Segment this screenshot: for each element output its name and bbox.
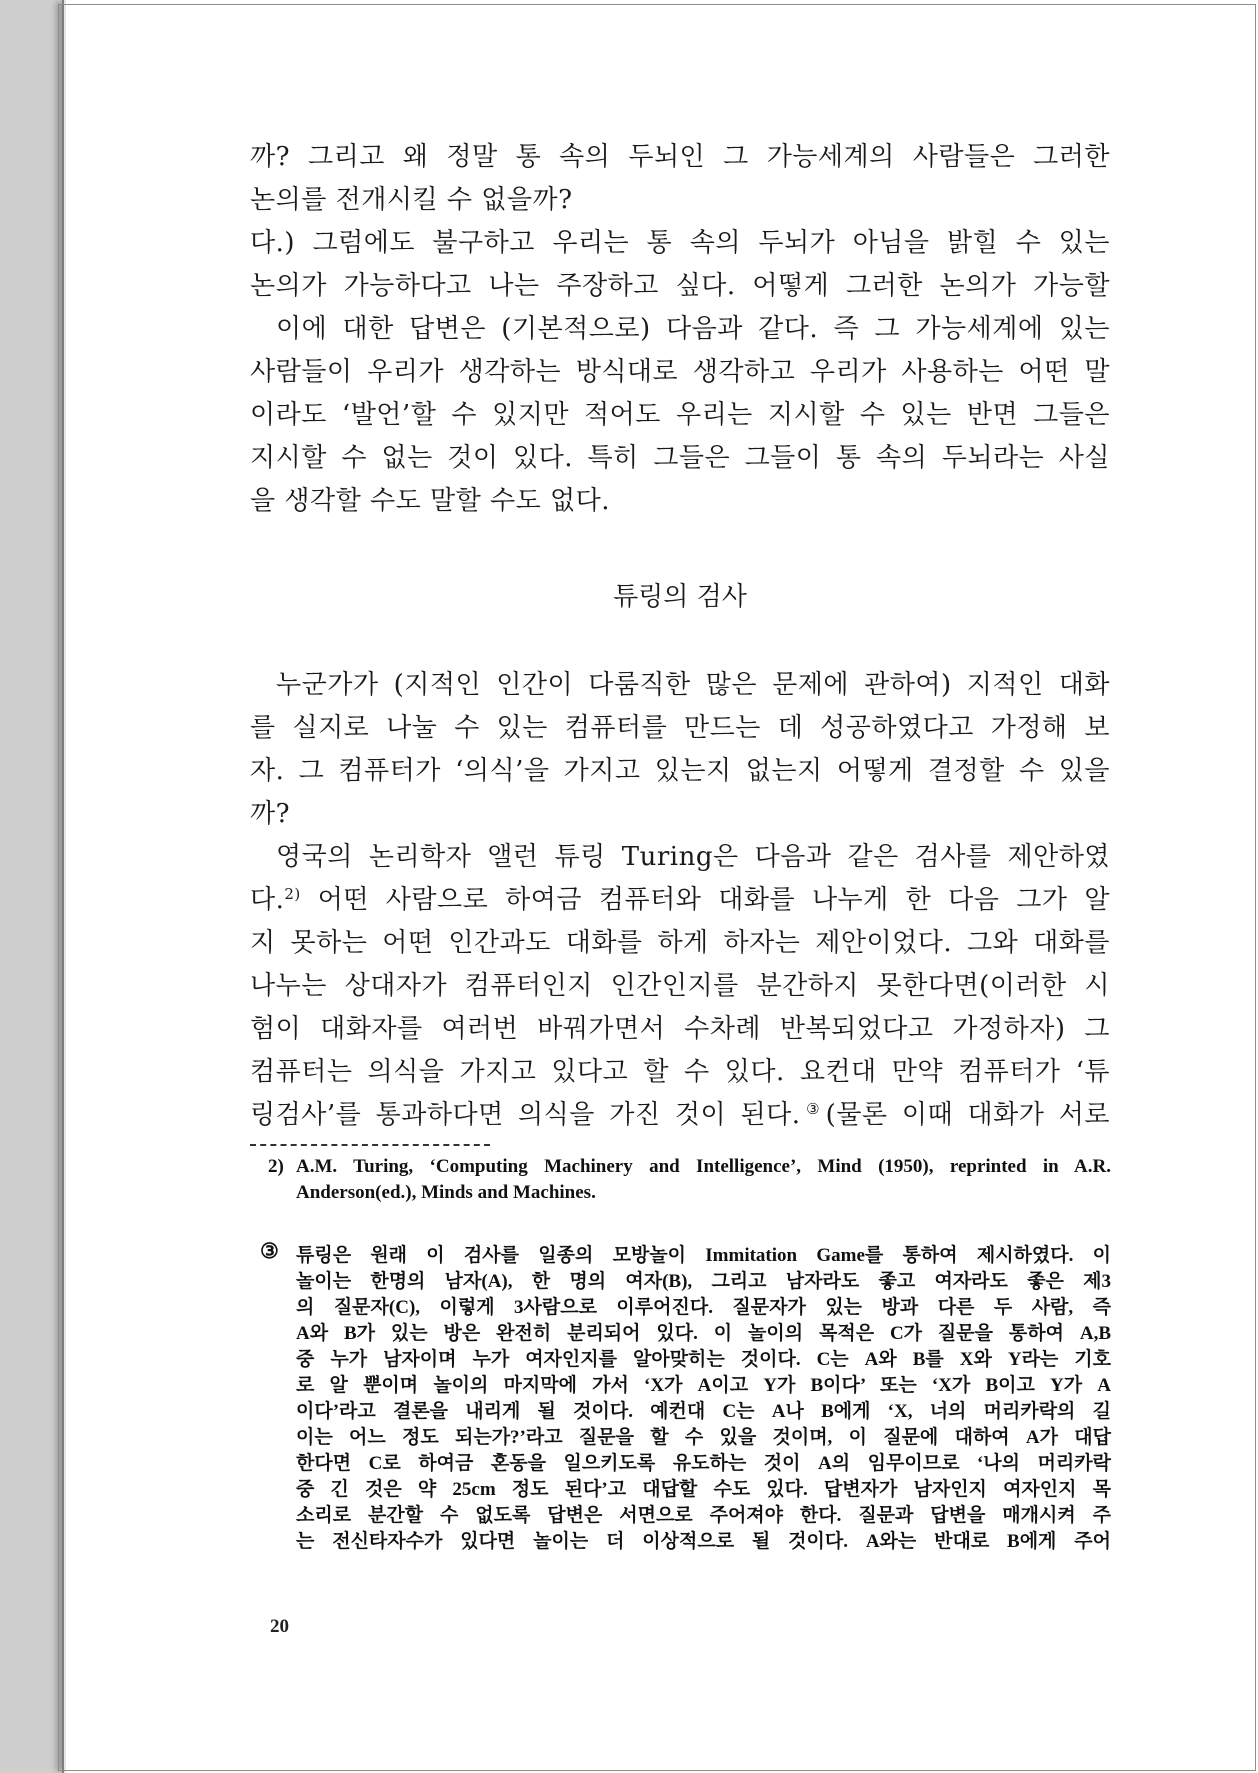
main-line-5: 영국의 논리학자 앨런 튜링 Turing은 다음과 같은 검사를 제안하였 [276, 842, 1110, 872]
body-line-2: 논의를 전개시킬 수 없을까? [250, 185, 573, 215]
line-prefix: 다. [250, 885, 285, 915]
footnote-3-line-7: 이다’라고 결론을 내리게 될 것이다. 예컨대 C는 A나 B에게 ‘X, 너의 머리카락의 길 [296, 1401, 1111, 1422]
main-line-6 [250, 879, 1110, 916]
body-line-7: 이라도 ‘발언’할 수 있지만 적어도 우리는 지시할 수 있는 반면 그들은 [250, 400, 1110, 430]
footnote-2-number: 2) [268, 1156, 284, 1177]
footnote-3-line-3: 의 질문자(C), 이렇게 3사람으로 이루어진다. 질문자가 있는 방과 다른 두 사람, 즉 [296, 1297, 1111, 1318]
body-line-3: 다.) 그럼에도 불구하고 우리는 통 속의 두뇌가 아님을 밝힐 수 있는 [250, 228, 1110, 258]
section-heading: 튜링의 검사 [613, 582, 747, 612]
body-line-9: 을 생각할 수도 말할 수도 없다. [250, 486, 610, 516]
main-line-1: 누군가가 (지적인 인간이 다룸직한 많은 문제에 관하여) 지적인 대화 [276, 670, 1110, 700]
main-line-8: 나누는 상대자가 컴퓨터인지 인간인지를 분간하지 못한다면(이러한 시 [250, 971, 1110, 1001]
main-line-4: 까? [250, 799, 291, 829]
main-line-7: 지 못하는 어떤 인간과도 대화를 하게 하자는 제안이었다. 그와 대화를 [250, 928, 1110, 958]
footnote-3-line-5: 중 누가 남자이며 누가 여자인지를 알아맞히는 것이다. C는 A와 B를 X와 Y라는 기호 [296, 1349, 1111, 1370]
body-line-5: 이에 대한 답변은 (기본적으로) 다음과 같다. 즉 그 가능세계에 있는 [276, 314, 1110, 344]
footnote-3-line-10: 중 긴 것은 약 25cm 정도 된다’고 대답할 수도 있다. 답변자가 남자인지 여자인지 목 [296, 1479, 1111, 1500]
footnote-3-marker: ③ [260, 1239, 279, 1263]
line-text: 링검사’를 통과하다면 의식을 가진 것이 된다. [250, 1100, 801, 1130]
footnote-3-line-9: 한다면 C로 하여금 혼동을 일으키도록 유도하는 것이 A의 임무이므로 ‘나의 머리카락 [296, 1453, 1111, 1474]
footnote-3-line-2: 놀이는 한명의 남자(A), 한 명의 여자(B), 그리고 남자라도 좋고 여자라도 좋은 제3 [296, 1271, 1111, 1292]
body-line-8: 지시할 수 없는 것이 있다. 특히 그들은 그들이 통 속의 두뇌라는 사실 [250, 443, 1110, 473]
line-rest: 어떤 사람으로 하여금 컴퓨터와 대화를 나누게 한 다음 그가 알 [317, 885, 1110, 915]
main-line-10: 컴퓨터는 의식을 가지고 있다고 할 수 있다. 요컨대 만약 컴퓨터가 ‘튜 [250, 1057, 1110, 1087]
footnote-ref-3[interactable]: ③ [800, 1100, 826, 1118]
footnote-3-line-12: 는 전신타자수가 있다면 놀이는 더 이상적으로 될 것이다. A와는 반대로 B에게 주어 [296, 1531, 1111, 1552]
footnote-3-line-1: 튜링은 원래 이 검사를 일종의 모방놀이 Immitation Game를 통하여 제시하였다. 이 [296, 1245, 1111, 1266]
footnote-3-line-8: 이는 어느 정도 되는가?’라고 질문을 할 수 있을 것이며, 이 질문에 대하여 A가 대답 [296, 1427, 1111, 1448]
main-line-11 [250, 1094, 1110, 1131]
footnote-3-line-11: 소리로 분간할 수 없도록 답변은 서면으로 주어져야 한다. 질문과 답변을 매개시켜 주 [296, 1505, 1111, 1526]
main-line-9: 험이 대화자를 여러번 바꿔가면서 수차례 반복되었다고 가정하자) 그 [250, 1014, 1110, 1044]
footnote-2-line-1: A.M. Turing, ‘Computing Machinery and Intelligence’, Mind (1950), reprinted in A.R. [296, 1156, 1111, 1177]
main-line-2: 를 실지로 나눌 수 있는 컴퓨터를 만드는 데 성공하였다고 가정해 보 [250, 713, 1110, 743]
line-tail: (물론 이때 대화가 서로 [825, 1100, 1110, 1130]
footnote-separator [250, 1144, 490, 1146]
page-number: 20 [270, 1616, 289, 1637]
body-line-4: 논의가 가능하다고 나는 주장하고 싶다. 어떻게 그러한 논의가 가능할 [250, 271, 1110, 301]
footnote-3-line-6: 로 알 뿐이며 놀이의 마지막에 가서 ‘X가 A이고 Y가 B이다’ 또는 ‘X가 B이고 Y가 A [296, 1375, 1111, 1396]
body-line-1: 까? 그리고 왜 정말 통 속의 두뇌인 그 가능세계의 사람들은 그러한 [250, 142, 1110, 172]
footnote-ref-2[interactable]: 2) [284, 885, 301, 903]
main-line-3: 자. 그 컴퓨터가 ‘의식’을 가지고 있는지 없는지 어떻게 결정할 수 있을 [250, 756, 1110, 786]
body-line-6: 사람들이 우리가 생각하는 방식대로 생각하고 우리가 사용하는 어떤 말 [250, 357, 1110, 387]
footnote-2-line-2: Anderson(ed.), Minds and Machines. [296, 1182, 596, 1203]
footnote-3-line-4: A와 B가 있는 방은 완전히 분리되어 있다. 이 놀이의 목적은 C가 질문을 통하여 A,B [296, 1323, 1111, 1344]
